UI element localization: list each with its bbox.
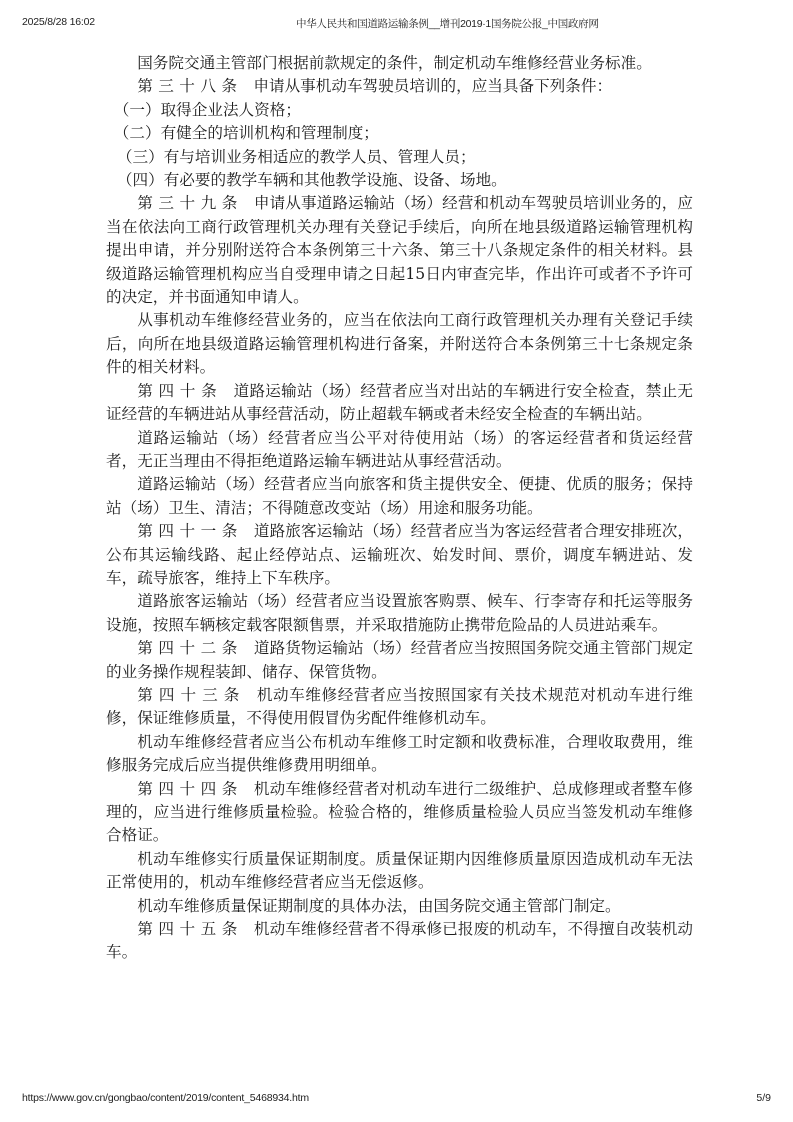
paragraph: 道路运输站（场）经营者应当向旅客和货主提供安全、便捷、优质的服务；保持站（场）卫生、清洁；不得随意改变站（场）用途和服务功能。 xyxy=(106,475,693,517)
article-paragraph: 第四十二条 道路货物运输站（场）经营者应当按照国务院交通主管部门规定的业务操作规程装卸、储存、保管货物。 xyxy=(106,639,693,681)
list-item: （二）有健全的培训机构和管理制度； xyxy=(113,124,379,143)
article-number: 第四十二条 xyxy=(137,639,243,658)
print-datetime: 2025/8/28 16:02 xyxy=(22,16,95,28)
print-header xyxy=(0,16,793,36)
paragraph: 国务院交通主管部门根据前款规定的条件，制定机动车维修经营业务标准。 xyxy=(137,54,652,72)
article-number: 第四十四条 xyxy=(137,779,243,798)
article-paragraph: 第四十五条 机动车维修经营者不得承修已报废的机动车，不得擅自改装机动车。 xyxy=(106,920,693,962)
paragraph: 道路旅客运输站（场）经营者应当设置旅客购票、候车、行李寄存和托运等服务设施，按照车辆核定载客限额售票，并采取措施防止携带危险品的人员进站乘车。 xyxy=(106,592,693,634)
paragraph: 机动车维修实行质量保证期制度。质量保证期内因维修质量原因造成机动车无法正常使用的，机动车维修经营者应当无偿返修。 xyxy=(106,849,693,892)
article-number: 第三十九条 xyxy=(137,194,243,213)
article-number: 第四十五条 xyxy=(137,920,243,939)
article-paragraph: 第三十九条 申请从事道路运输站（场）经营和机动车驾驶员培训业务的，应当在依法向工商行政管理机关办理有关登记手续后，向所在地县级道路运输管理机构提出申请，并分别附送符合本条例第三十六条、第三十八条规定条件的相关材料。县级道路运输管理机构应当自受理申请之日起15日内审查完毕，作出许可或者不予许可的决定，并书面通知申请人。 xyxy=(106,194,693,307)
article-number: 第四十条 xyxy=(137,381,223,400)
article-paragraph: 第四十一条 道路旅客运输站（场）经营者应当为客运经营者合理安排班次，公布其运输线路、起止经停站点、运输班次、始发时间、票价，调度车辆进站、发车，疏导旅客，维持上下车秩序。 xyxy=(106,522,693,587)
paragraph: 道路运输站（场）经营者应当公平对待使用站（场）的客运经营者和货运经营者，无正当理由不得拒绝道路运输车辆进站从事经营活动。 xyxy=(106,428,693,470)
list-item: （四）有必要的教学车辆和其他教学设施、设备、场地。 xyxy=(116,171,507,190)
page-url: https://www.gov.cn/gongbao/content/2019/content_5468934.htm xyxy=(22,1092,309,1104)
article-paragraph: 第三十八条 申请从事机动车驾驶员培训的，应当具备下列条件： xyxy=(137,77,613,96)
list-item: （三）有与培训业务相适应的教学人员、管理人员； xyxy=(116,147,476,166)
article-number: 第三十八条 xyxy=(137,77,243,96)
article-paragraph: 第四十条 道路运输站（场）经营者应当对出站的车辆进行安全检查，禁止无证经营的车辆进站从事经营活动，防止超载车辆或者未经安全检查的车辆出站。 xyxy=(106,381,693,424)
page-title: 中华人民共和国道路运输条例__增刊2019·1国务院公报_中国政府网 xyxy=(296,18,599,30)
paragraph: 从事机动车维修经营业务的，应当在依法向工商行政管理机关办理有关登记手续后，向所在地县级道路运输管理机构进行备案，并附送符合本条例第三十七条规定条件的相关材料。 xyxy=(106,311,693,377)
page-number: 5/9 xyxy=(756,1092,771,1104)
article-paragraph: 第四十四条 机动车维修经营者对机动车进行二级维护、总成修理或者整车修理的，应当进行维修质量检验。检验合格的，维修质量检验人员应当签发机动车维修合格证。 xyxy=(106,779,693,845)
article-paragraph: 第四十三条 机动车维修经营者应当按照国家有关技术规范对机动车进行维修，保证维修质量，不得使用假冒伪劣配件维修机动车。 xyxy=(106,685,693,728)
article-number: 第四十三条 xyxy=(137,685,246,704)
print-footer xyxy=(0,1092,793,1112)
list-item: （一）取得企业法人资格； xyxy=(113,100,301,119)
document-body xyxy=(106,52,693,965)
paragraph: 机动车维修经营者应当公布机动车维修工时定额和收费标准，合理收取费用，维修服务完成后应当提供维修费用明细单。 xyxy=(106,732,693,775)
paragraph: 机动车维修质量保证期制度的具体办法，由国务院交通主管部门制定。 xyxy=(137,896,621,915)
article-number: 第四十一条 xyxy=(137,522,243,541)
